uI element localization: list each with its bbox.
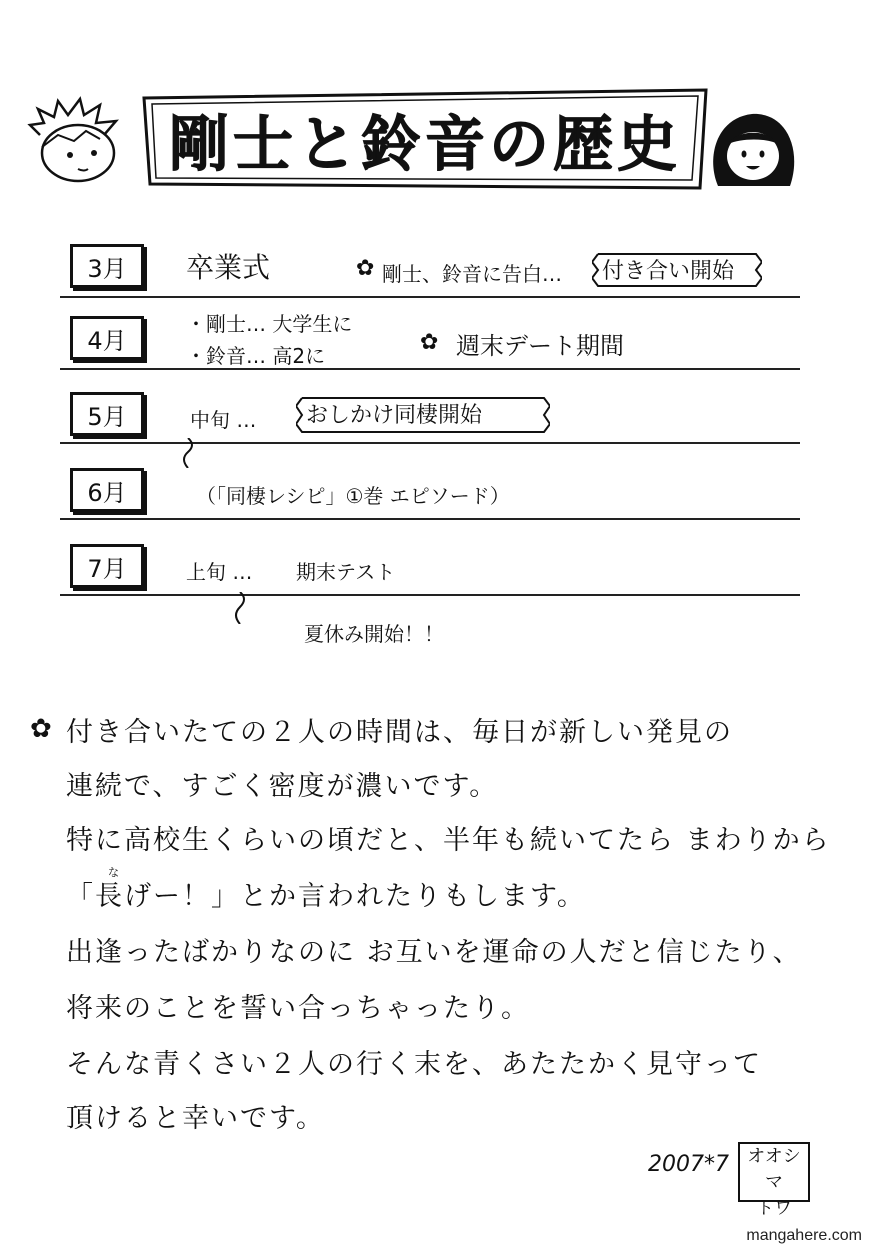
paragraph-line: 出逢ったばかりなのに お互いを運命の人だと信じたり、 bbox=[66, 937, 802, 968]
squiggle-connector bbox=[232, 592, 248, 624]
paragraph-line: 連続で、すごく密度が濃いです。 bbox=[66, 771, 499, 802]
divider-line bbox=[60, 296, 800, 298]
paragraph-line: 特に高校生くらいの頃だと、半年も続いてたら まわりから bbox=[66, 825, 831, 856]
event-badge bbox=[296, 396, 570, 434]
flower-star-icon: ✿ bbox=[420, 330, 439, 355]
event-note: 週末デート期間 bbox=[456, 332, 624, 360]
badge-text: 付き合い開始 bbox=[602, 259, 735, 284]
furigana: な bbox=[108, 866, 119, 879]
event-text: 上旬 … bbox=[186, 560, 253, 584]
divider-line bbox=[60, 368, 800, 370]
event-text: ・鈴音… 高2に bbox=[186, 344, 326, 368]
flower-star-icon: ✿ bbox=[356, 256, 375, 281]
event-text: 期末テスト bbox=[296, 560, 396, 584]
event-text: 卒業式 bbox=[186, 251, 271, 284]
squiggle-connector bbox=[180, 438, 196, 468]
page-title: 剛士と鈴音の歴史 bbox=[169, 110, 681, 180]
girl-face-icon bbox=[706, 108, 800, 192]
event-text: 夏休み開始！！ bbox=[304, 622, 444, 646]
signature-name-line1: オオシマ bbox=[747, 1146, 801, 1193]
event-text: （「同棲レシピ」①巻 エピソード） bbox=[196, 484, 510, 508]
title-banner bbox=[140, 88, 710, 192]
paragraph-line: 将来のことを誓い合っちゃったり。 bbox=[66, 993, 530, 1024]
month-label: 6月 bbox=[70, 468, 144, 512]
event-text: 中旬 … bbox=[190, 408, 257, 432]
badge-text: おしかけ同棲開始 bbox=[306, 403, 483, 428]
divider-line bbox=[60, 594, 800, 596]
month-label: 4月 bbox=[70, 316, 144, 360]
signature-box bbox=[738, 1142, 810, 1219]
divider-line bbox=[60, 518, 800, 520]
divider-line bbox=[60, 442, 800, 444]
month-label: 5月 bbox=[70, 392, 144, 436]
event-badge bbox=[592, 252, 782, 288]
month-label: 7月 bbox=[70, 544, 144, 588]
paragraph-line: 「長げー！」とか言われたりもします。 bbox=[66, 881, 586, 912]
month-label: 3月 bbox=[70, 244, 144, 288]
paragraph-line: 付き合いたての２人の時間は、毎日が新しい発見の bbox=[66, 717, 733, 748]
signature-date: 2007*7 bbox=[648, 1152, 729, 1177]
watermark: mangahere.com bbox=[746, 1227, 862, 1244]
event-note: 剛士、鈴音に告白… bbox=[382, 262, 562, 286]
boy-face-icon bbox=[20, 95, 130, 185]
event-text: ・剛士… 大学生に bbox=[186, 312, 353, 336]
paragraph-line: そんな青くさい２人の行く末を、あたたかく見守って bbox=[66, 1049, 762, 1080]
signature-name-line2: トワ bbox=[756, 1198, 792, 1219]
flower-star-icon: ✿ bbox=[30, 714, 52, 744]
paragraph-line: 頂けると幸いです。 bbox=[66, 1103, 325, 1134]
